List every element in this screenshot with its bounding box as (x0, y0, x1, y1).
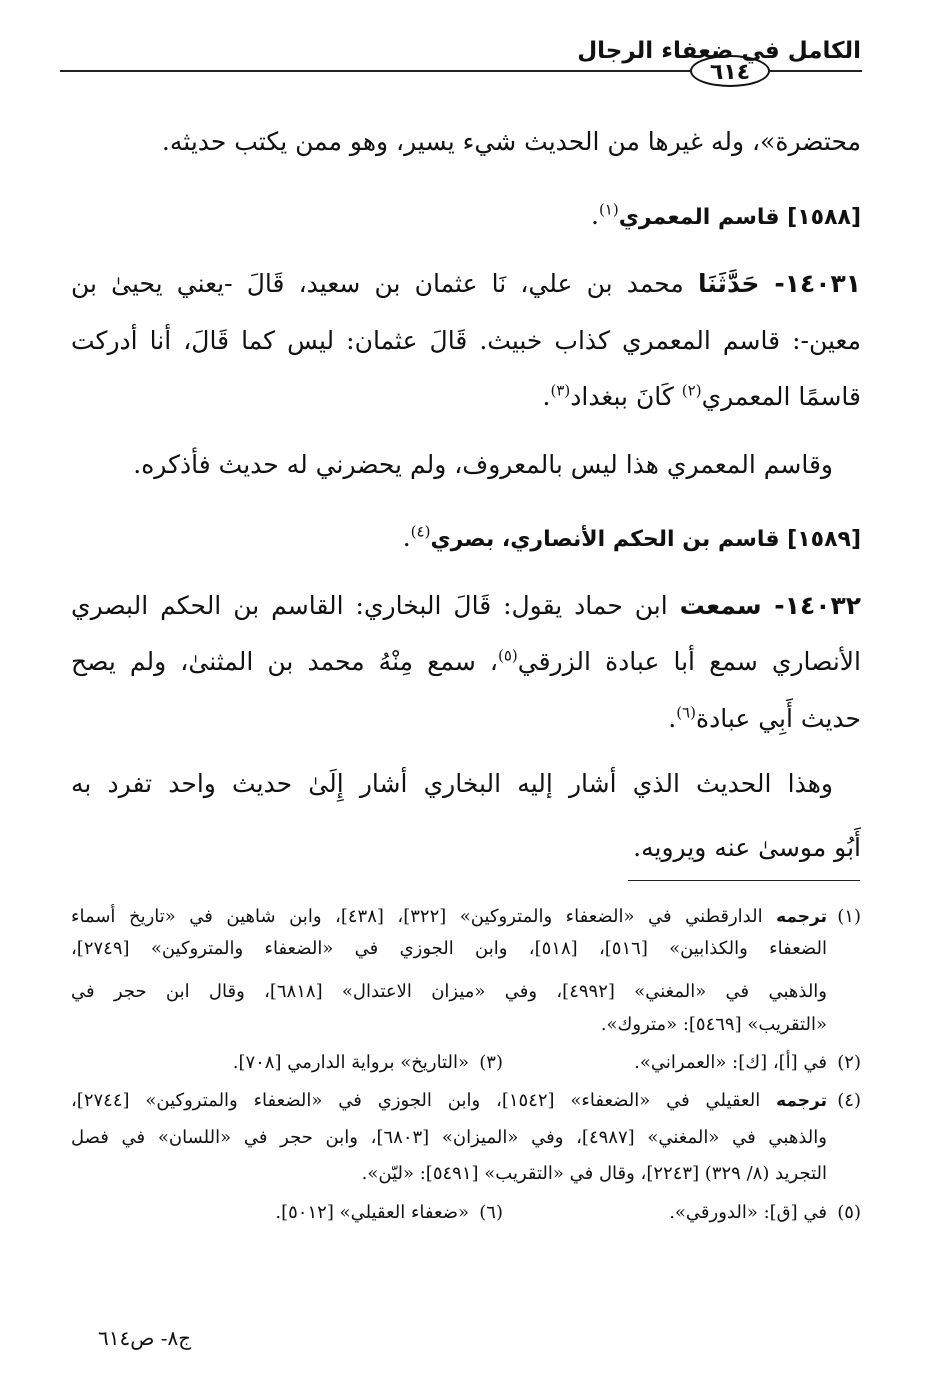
footnote-ref: (٣) (550, 381, 571, 400)
footnote-ref: (٢) (681, 381, 702, 400)
commentary-line: أَبُو موسىٰ عنه ويرويه. (633, 833, 861, 862)
footnote-line: والذهبي في «المغني» [٤٩٨٧]، وفي «الميزان» [٦٨٠٣]، وابن حجر في «اللسان» في فصل (71, 1127, 827, 1148)
hadith-line: حديث أَبِي عبادة$^{(٦)}$. (668, 703, 861, 733)
footnote-marker: (٥) (837, 1202, 861, 1223)
footnote-marker: (١) (837, 906, 861, 927)
footnote-line: «التقريب» [٥٤٦٩]: «متروك». (600, 1014, 827, 1035)
footnote-line: (٥)في [ق]: «الدورقي». (71, 1200, 861, 1226)
footnote-line: الضعفاء والكذابين» [٥١٦]، [٥١٨]، وابن الجوزي في «الضعفاء والمتروكين» [٢٧٤٩]، (71, 938, 828, 959)
footnote-ref: (٤) (410, 522, 431, 541)
footnote-ref: (٥) (497, 646, 518, 665)
hadith-line: معين-: قاسم المعمري كذاب خبيث. قَالَ عثمان: ليس كما قَالَ، أنا أدركت (71, 326, 861, 355)
running-head-title: الكامل في ضعفاء الرجال (577, 38, 861, 64)
footnote-line: (١)ترجمه الدارقطني في «الضعفاء والمتروكين» [٣٢٢]، [٤٣٨]، وابن شاهين في «تاريخ أسماء (71, 904, 861, 930)
hadith-line: قاسمًا المعمري$^{(٢)}$ كَانَ ببغداد$^{(٣)}$. (542, 381, 861, 411)
header-rule (770, 70, 862, 72)
header-rule (60, 70, 690, 72)
footnote-marker: (٣) (479, 1052, 503, 1073)
hadith-line: الأنصاري سمع أبا عبادة الزرقي$^{(٥)}$، سمع مِنْهُ محمد بن المثنىٰ، ولم يصح (71, 646, 861, 676)
page-number-badge: ٦١٤ (690, 55, 770, 87)
hadith-line: ١٤٠٣٢- سمعت ابن حماد يقول: قَالَ البخاري: القاسم بن الحكم البصري (71, 591, 861, 620)
body-line: محتضرة»، وله غيرها من الحديث شيء يسير، وهو ممن يكتب حديثه. (161, 127, 861, 156)
footnote-marker: (٦) (479, 1202, 503, 1223)
footnote-line: التجريد (٨/ ٣٢٩) [٢٢٤٣]، وقال في «التقريب» [٥٤٩١]: «ليّن». (361, 1163, 827, 1184)
entry-heading: [١٥٨٨] قاسم المعمري$^{(١)}$. (590, 200, 861, 230)
footnote-ref: (٦) (676, 703, 696, 722)
footnote-line: والذهبي في «المغني» [٤٩٩٢]، وفي «ميزان الاعتدال» [٦٨١٨]، وقال ابن حجر في (71, 981, 827, 1002)
footnote-separator (628, 880, 860, 881)
footnote-marker: (٢) (837, 1052, 861, 1073)
footnote-line: (٤)ترجمه العقيلي في «الضعفاء» [١٥٤٢]، وابن الجوزي في «الضعفاء والمتروكين» [٢٧٤٤]، (71, 1088, 861, 1114)
commentary-line: وهذا الحديث الذي أشار إليه البخاري أشار إِلَىٰ حديث واحد تفرد به (71, 769, 833, 798)
footnote-line: (٦)«ضعفاء العقيلي» [٥٠١٢]. (83, 1200, 503, 1226)
hadith-line: ١٤٠٣١- حَدَّثَنَا محمد بن علي، نَا عثمان بن سعيد، قَالَ -يعني يحيىٰ بن (71, 269, 861, 298)
commentary-line: وقاسم المعمري هذا ليس بالمعروف، ولم يحضرني له حديث فأذكره. (133, 450, 833, 479)
footnote-ref: (١) (598, 200, 619, 219)
page-reference-footer: ج٨- ص٦١٤ (98, 1326, 192, 1350)
footnote-line: (٢)في [أ]، [ك]: «العمراني». (71, 1050, 861, 1076)
footnote-marker: (٤) (837, 1090, 861, 1111)
footnote-line: (٣)«التاريخ» برواية الدارمي [٧٠٨]. (83, 1050, 503, 1076)
entry-heading: [١٥٨٩] قاسم بن الحكم الأنصاري، بصري$^{(٤)}$. (402, 522, 861, 552)
